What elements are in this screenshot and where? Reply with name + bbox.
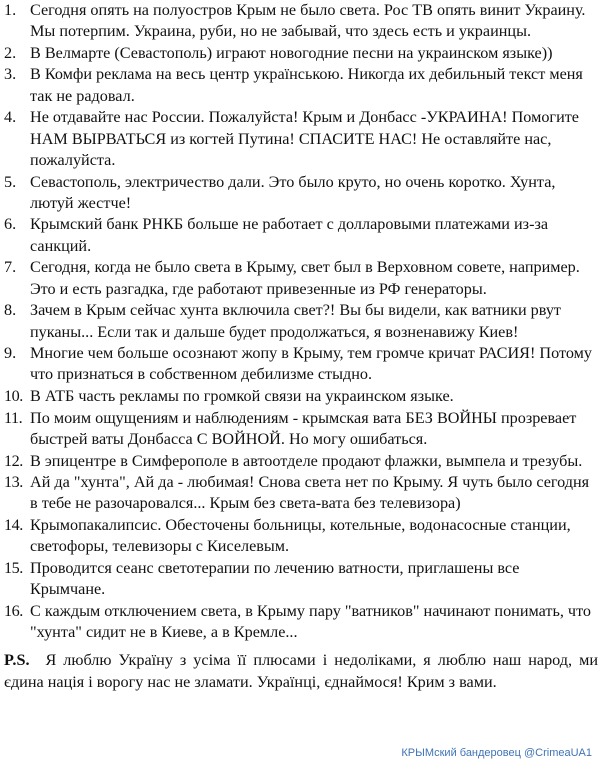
list-item (4, 558, 598, 601)
list-item-number: 13. (4, 473, 23, 492)
postscript-label: P.S. (4, 651, 30, 670)
list-item-number: 15. (4, 558, 23, 577)
list-item-text: С каждым отключением света, в Крыму пару "ватников" начинают понимать, что "хунта" сидит не в Киеве, а в Кремле... (30, 601, 592, 642)
list-item-number: 1. (4, 1, 17, 19)
list-item (4, 172, 598, 215)
list-item (4, 107, 598, 171)
list-item-number: 9. (4, 344, 17, 363)
list-item-number: 12. (4, 451, 23, 470)
list-item (4, 343, 598, 386)
list-item (4, 43, 598, 64)
list-item-number: 10. (4, 387, 23, 406)
list-item-number: 8. (4, 301, 17, 320)
list-item-text: Севастополь, электричество дали. Это было круто, но очень коротко. Хунта, лютуй жестче! (30, 172, 556, 212)
postscript (4, 650, 598, 693)
list-item-number: 5. (4, 172, 17, 191)
list-item-text: Крымский банк РНКБ больше не работает с долларовыми платежами из-за санкций. (30, 215, 549, 255)
list-item (4, 300, 598, 343)
list-item-text: Сегодня опять на полуостров Крым не было света. Рос ТВ опять винит Украину. Мы потерпим. Украина, руби, но не забывай, что здесь есть и украинцы. (30, 1, 586, 41)
list-item (4, 0, 598, 43)
list-item-text: Многие чем больше осознают жопу в Крыму, тем громче кричат РАСИЯ! Потому что признаться в собственном дебилизме стыдно. (30, 344, 592, 384)
numbered-list (4, 0, 598, 643)
list-item (4, 408, 598, 451)
author-credit: КРЫМский бандеровец @CrimeaUA1 (401, 747, 592, 759)
list-item-text: В Комфи реклама на весь центр українською. Никогда их дебильный текст меня так не радовал. (30, 65, 583, 105)
list-item-number: 4. (4, 108, 17, 127)
list-item (4, 257, 598, 300)
list-item-text: В Велмарте (Севастополь) играют новогодние песни на украинском языке)) (30, 43, 553, 62)
list-item-number: 6. (4, 215, 17, 234)
list-item-number: 11. (4, 408, 23, 427)
list-item (4, 601, 598, 644)
list-item-text: В эпицентре в Симферополе в автоотделе продают флажки, вымпела и трезубы. (30, 451, 583, 470)
list-item-number: 14. (4, 515, 23, 534)
list-item-number: 3. (4, 65, 17, 84)
list-item-number: 7. (4, 258, 17, 277)
list-item (4, 451, 598, 472)
list-item-text: По моим ощущениям и наблюдениям - крымская вата БЕЗ ВОЙНЫ прозревает быстрей ваты Донбасса С ВОЙНОЙ. Но могу ошибаться. (30, 408, 577, 448)
list-item-text: Ай да "хунта", Ай да - любимая! Снова света нет по Крыму. Я чуть было сегодня в тебе не разочаровался... Крым без света-вата без телевизора) (30, 473, 590, 513)
list-item-text: Сегодня, когда не было света в Крыму, свет был в Верховном совете, например. Это и есть разгадка, где работают привезенные из РФ генераторы. (30, 258, 580, 298)
list-item (4, 386, 598, 407)
list-item-text: Зачем в Крым сейчас хунта включила свет?! Вы бы видели, как ватники рвут пуканы... Если так и дальше будет продолжаться, я возненавижу Киев! (30, 301, 561, 341)
list-item (4, 64, 598, 107)
list-item (4, 214, 598, 257)
list-item-text: Крымопакалипсис. Обесточены больницы, котельные, водонасосные станции, светофоры, телевизоры с Киселевым. (30, 515, 571, 556)
list-item-text: Не отдавайте нас России. Пожалуйста! Крым и Донбасс -УКРАИНА! Помогите НАМ ВЫРВАТЬСЯ из когтей Путина! СПАСИТЕ НАС! Не оставляйте нас, пожалуйста. (30, 108, 579, 169)
list-item-text: В АТБ часть рекламы по громкой связи на украинском языке. (30, 387, 454, 406)
list-item (4, 515, 598, 558)
list-item (4, 472, 598, 515)
list-item-number: 2. (4, 43, 17, 62)
postscript-text: Я люблю Україну з усіма її плюсами і недоліками, я люблю наш народ, ми єдина нація і ворогу нас не зламати. Українці, єднаймося! Крим з вами. (4, 651, 598, 691)
list-item-text: Проводится сеанс светотерапии по лечению ватности, приглашены все Крымчане. (30, 558, 520, 599)
list-item-number: 16. (4, 601, 23, 620)
